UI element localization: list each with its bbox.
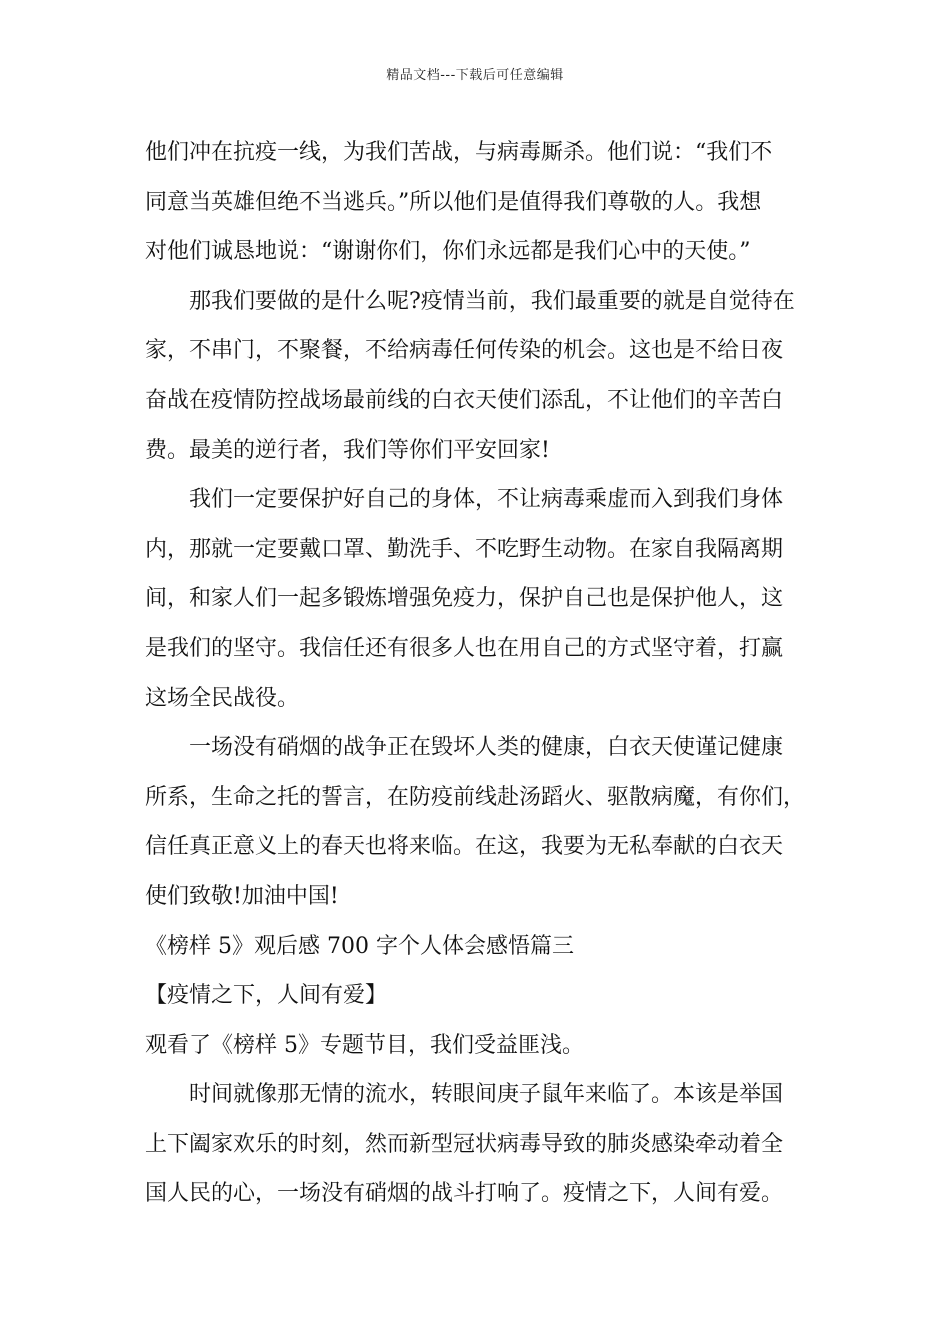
paragraph-5 xyxy=(145,1070,815,1219)
paragraph-2 xyxy=(145,277,815,475)
paragraph-line: 所系，生命之托的誓言，在防疫前线赴汤蹈火、驱散病魔，有你们， xyxy=(145,784,806,810)
paragraph-line: 间，和家人们一起多锻炼增强免疫力，保护自己也是保护他人，这 xyxy=(145,586,784,612)
document-body xyxy=(145,128,815,1219)
paragraph-line: 是我们的坚守。我信任还有很多人也在用自己的方式坚守着，打赢 xyxy=(145,635,784,661)
paragraph-line: 他们冲在抗疫一线，为我们苦战，与病毒厮杀。他们说：“我们不 xyxy=(145,140,773,165)
paragraph-line: 家，不串门，不聚餐，不给病毒任何传染的机会。这也是不给日夜 xyxy=(145,338,784,364)
paragraph-line: 我们一定要保护好自己的身体，不让病毒乘虚而入到我们身体 xyxy=(189,487,784,513)
paragraph-line: 对他们诚恳地说：“谢谢你们，你们永远都是我们心中的天使。” xyxy=(145,239,751,265)
intro-paragraph: 观看了《榜样 5》专题节目，我们受益匪浅。 xyxy=(145,1032,584,1058)
section-title: 《榜样 5》观后感 700 字个人体会感悟篇三 xyxy=(145,933,574,959)
paragraph-line: 时间就像那无情的流水，转眼间庚子鼠年来临了。本该是举国 xyxy=(189,1082,784,1108)
paragraph-line: 信任真正意义上的春天也将来临。在这，我要为无私奉献的白衣天 xyxy=(145,834,784,860)
paragraph-3 xyxy=(145,475,815,723)
paragraph-line: 费。最美的逆行者，我们等你们平安回家! xyxy=(145,437,550,463)
paragraph-line: 使们致敬!加油中国! xyxy=(145,883,339,909)
paragraph-line: 同意当英雄但绝不当逃兵。”所以他们是值得我们尊敬的人。我想 xyxy=(145,189,762,215)
page-header: 精品文档---下载后可任意编辑 xyxy=(386,68,564,83)
paragraph-1 xyxy=(145,128,815,277)
section-subtitle: 【疫情之下，人间有爱】 xyxy=(145,983,388,1009)
paragraph-line: 那我们要做的是什么呢?疫情当前，我们最重要的就是自觉待在 xyxy=(189,288,795,314)
paragraph-line: 上下阖家欢乐的时刻，然而新型冠状病毒导致的肺炎感染牵动着全 xyxy=(145,1131,784,1157)
paragraph-line: 国人民的心，一场没有硝烟的战斗打响了。疫情之下，人间有爱。 xyxy=(145,1181,784,1207)
paragraph-line: 一场没有硝烟的战争正在毁坏人类的健康，白衣天使谨记健康 xyxy=(189,735,784,761)
paragraph-line: 这场全民战役。 xyxy=(145,685,300,711)
paragraph-4 xyxy=(145,723,815,921)
paragraph-line: 内，那就一定要戴口罩、勤洗手、不吃野生动物。在家自我隔离期 xyxy=(145,536,784,562)
paragraph-line: 奋战在疫情防控战场最前线的白衣天使们添乱，不让他们的辛苦白 xyxy=(145,387,784,413)
